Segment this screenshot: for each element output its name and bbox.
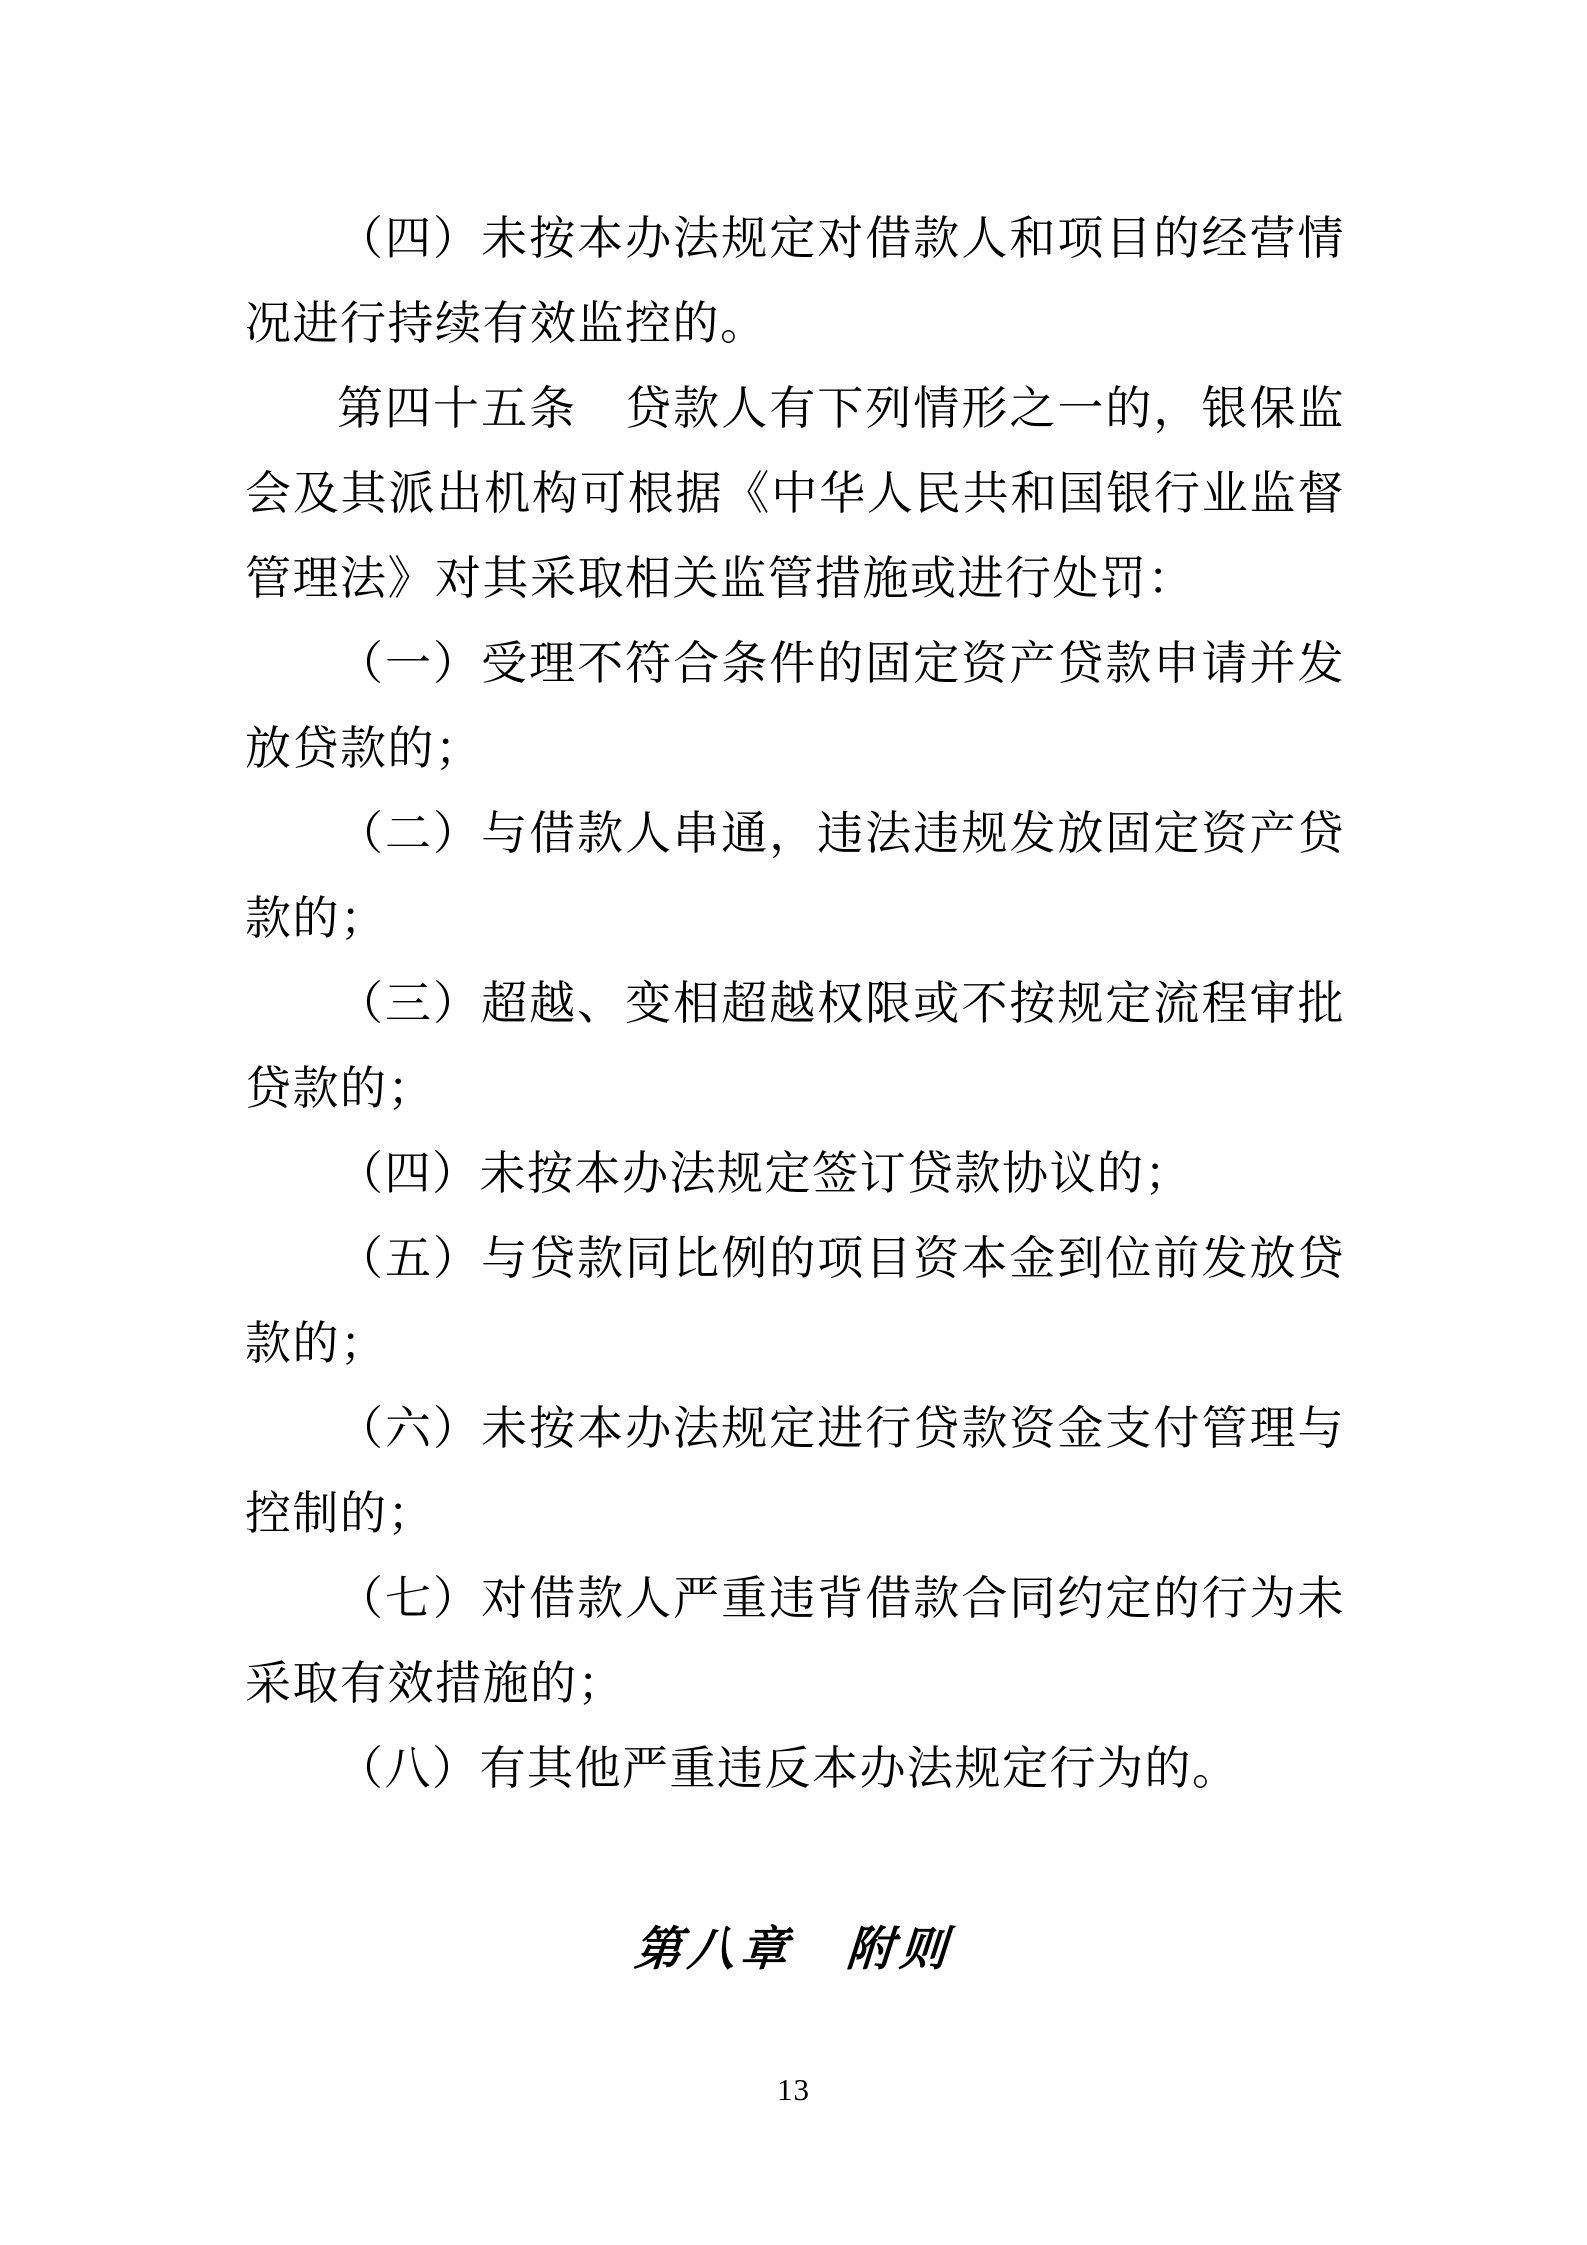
- paragraph: 第四十五条 贷款人有下列情形之一的，银保监会及其派出机构可根据《中华人民共和国银行业监督管理法》对其采取相关监管措施或进行处罚：: [245, 383, 1345, 604]
- paragraph: （四）未按本办法规定对借款人和项目的经营情况进行持续有效监控的。: [245, 213, 1345, 349]
- paragraph: （四）未按本办法规定签订贷款协议的；: [337, 1148, 1192, 1199]
- page-number: 13: [777, 2072, 810, 2107]
- paragraph: （二）与借款人串通，违法违规发放固定资产贷款的；: [245, 808, 1345, 944]
- paragraph: （七）对借款人严重违背借款合同约定的行为未采取有效措施的；: [245, 1573, 1345, 1709]
- chapter-heading: 第八章 附则: [632, 1924, 955, 1976]
- paragraph: （六）未按本办法规定进行贷款资金支付管理与控制的；: [245, 1403, 1345, 1539]
- paragraph: （五）与贷款同比例的项目资本金到位前发放贷款的；: [245, 1233, 1345, 1369]
- paragraph: （八）有其他严重违反本办法规定行为的。: [337, 1743, 1240, 1794]
- paragraph: （三）超越、变相超越权限或不按规定流程审批贷款的；: [245, 978, 1345, 1114]
- document-body: [245, 196, 1345, 1811]
- paragraph: （一）受理不符合条件的固定资产贷款申请并发放贷款的；: [245, 638, 1345, 774]
